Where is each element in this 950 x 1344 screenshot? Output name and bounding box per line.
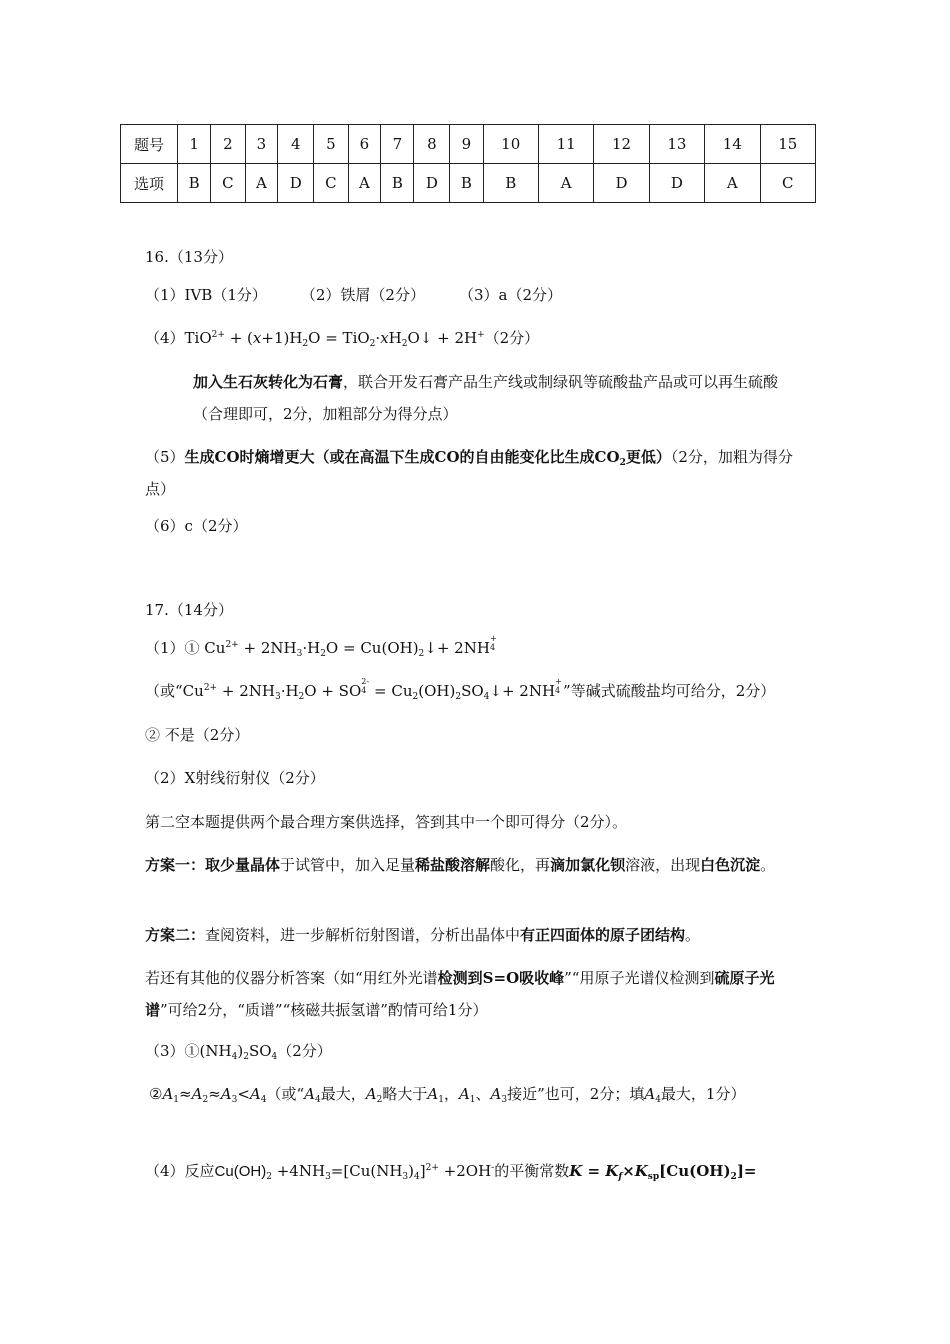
eq-sub: 4 — [489, 643, 496, 652]
eq-text: + ( — [224, 329, 253, 347]
eq-text: O + SO — [304, 682, 362, 700]
eq-sub: 4 — [555, 686, 561, 695]
q16-part1: （1）IVB（1分） — [145, 286, 267, 304]
eq-sub: 3 — [296, 649, 303, 659]
eq-text: · — [375, 329, 381, 347]
table-cell: D — [278, 164, 314, 203]
eq-sub: 4 — [414, 1172, 420, 1182]
eq-text: ) — [408, 1162, 415, 1180]
eq-text: H — [388, 329, 402, 347]
eq-text: (OH) — [233, 1163, 267, 1180]
table-cell: 8 — [414, 125, 450, 164]
explanation-text: 酸化，再 — [490, 856, 551, 874]
eq-text: ”等碱式硫酸盐均可给分，2分） — [563, 682, 776, 700]
eq-text: ↓+ 2NH — [424, 639, 490, 657]
bold-keypoint: 白色沉淀 — [700, 856, 761, 874]
explanation-text: ”可给2分，“质谱”“核磁共振氢谱”酌情可给1分） — [160, 1001, 488, 1019]
table-cell: A — [245, 164, 278, 203]
q16-part6: （6）c（2分） — [145, 517, 248, 535]
explanation-text: ”“用原子光谱仪检测到 — [564, 969, 715, 987]
explanation-text: ，联合开发石膏产品生产线或制绿矾等硫酸盐产品或可以再生硫酸（合理即可，2分，加粗部分为得分点） — [193, 373, 779, 423]
explanation-text: （2分，加粗为得分点） — [145, 448, 793, 498]
eq-sub: 4 — [260, 1095, 267, 1105]
eq-sub: 2 — [320, 649, 326, 659]
eq-text: < — [237, 1085, 250, 1103]
eq-text: ≈ — [179, 1085, 192, 1103]
eq-text: ≈ — [208, 1085, 221, 1103]
eq-sub: 2 — [298, 692, 305, 702]
table-cell: D — [594, 164, 649, 203]
table-cell: C — [211, 164, 245, 203]
eq-sub: 1 — [173, 1095, 180, 1105]
eq-text: +4NH — [271, 1162, 326, 1180]
eq-text: ] — [419, 1162, 426, 1180]
eq-sup: 2+ — [211, 330, 225, 340]
bold-keypoint: 方案二： — [145, 926, 206, 944]
eq-sub: 2 — [418, 649, 425, 659]
q17-plan-one — [145, 849, 805, 881]
eq-text: ， — [443, 1085, 459, 1103]
bold-keypoint: 加入生石灰转化为石膏 — [193, 373, 344, 391]
bold-keypoint: 有正四面体的原子团结构 — [520, 926, 686, 944]
table-cell: 9 — [450, 125, 483, 164]
table-cell: D — [414, 164, 450, 203]
eq-text: （4）TiO — [145, 329, 212, 347]
eq-sub: 2 — [401, 339, 408, 349]
eq-var: x — [380, 329, 389, 347]
eq-text: 的平衡常数 — [494, 1162, 570, 1180]
eq-text: （或“Cu — [145, 682, 204, 700]
eq-score: （2分） — [484, 329, 540, 347]
table-cell: B — [381, 164, 414, 203]
eq-var: K = K — [569, 1162, 619, 1180]
eq-text: ) — [237, 1042, 244, 1060]
q17-part3-sub1 — [145, 1040, 332, 1062]
eq-text: =[Cu(NH — [330, 1162, 403, 1180]
eq-var: ×K — [622, 1162, 648, 1180]
eq-sup: + — [477, 330, 485, 340]
eq-text: 最大，1分） — [660, 1085, 746, 1103]
table-header-number: 题号 — [121, 125, 178, 164]
eq-text: （2分） — [277, 1042, 332, 1060]
eq-sub: 2 — [412, 692, 419, 702]
eq-sub: f — [618, 1172, 623, 1182]
eq-sup: 2+ — [225, 640, 239, 650]
q17-title: 17.（14分） — [145, 601, 233, 619]
table-cell: 3 — [245, 125, 278, 164]
eq-text: +1)H — [261, 329, 303, 347]
eq-text: ]= — [736, 1162, 757, 1180]
explanation-text: 。 — [685, 926, 701, 944]
q17-part2-note: 第二空本题提供两个最合理方案供选择，答到其中一个即可得分（2分）。 — [145, 813, 628, 831]
eq-sub: 2 — [202, 1095, 209, 1105]
answer-table — [120, 124, 816, 203]
bold-keypoint: 检测到S=O吸收峰 — [437, 969, 565, 987]
eq-sub: 4 — [231, 1052, 238, 1062]
eq-sup: 2+ — [425, 1163, 439, 1173]
eq-text: SO — [248, 1042, 272, 1060]
eq-sub: 2 — [730, 1172, 737, 1182]
eq-text: ·H — [280, 682, 299, 700]
q17-part2: （2）X射线衍射仪（2分） — [145, 769, 325, 787]
eq-text: = Cu — [369, 682, 413, 700]
eq-text: O = TiO — [308, 329, 370, 347]
eq-text: （3）①(NH — [145, 1042, 232, 1060]
table-cell: 2 — [211, 125, 245, 164]
table-cell: 12 — [594, 125, 649, 164]
eq-text: +2OH — [438, 1162, 492, 1180]
eq-text: 、 — [475, 1085, 491, 1103]
eq-var: A — [644, 1085, 656, 1103]
eq-var: A — [249, 1085, 261, 1103]
q17-part3-sub2 — [145, 1078, 805, 1110]
table-row-numbers — [121, 125, 816, 164]
explanation-text: 溶液，出现 — [625, 856, 701, 874]
q17-part1-equation — [145, 634, 498, 659]
eq-sub: 3 — [231, 1095, 238, 1105]
eq-sub: 3 — [501, 1095, 508, 1105]
eq-sub: 3 — [274, 692, 281, 702]
q16-part2: （2）铁屑（2分） — [300, 286, 425, 304]
table-cell: 6 — [348, 125, 381, 164]
eq-stack — [555, 677, 563, 695]
table-cell: 11 — [538, 125, 593, 164]
eq-var: A — [162, 1085, 174, 1103]
q16-part4-explanation — [145, 366, 805, 430]
table-row-choices — [121, 164, 816, 203]
explanation-text: 。 — [760, 856, 776, 874]
table-cell: A — [538, 164, 593, 203]
table-cell: D — [649, 164, 704, 203]
q17-part1-alt-equation — [145, 677, 776, 702]
table-cell: C — [314, 164, 348, 203]
q17-part1-sub2: ② 不是（2分） — [145, 726, 250, 744]
table-cell: 4 — [278, 125, 314, 164]
eq-text: + 2NH — [217, 682, 275, 700]
eq-stack — [489, 634, 498, 652]
explanation-text: 若还有其他的仪器分析答案（如“用红外光谱 — [145, 969, 438, 987]
eq-sup: + — [489, 634, 497, 643]
eq-sub: 2 — [455, 692, 462, 702]
part-label: （5） — [145, 448, 185, 466]
eq-sub: 2 — [619, 458, 626, 468]
q16-part1-3 — [145, 284, 562, 306]
explanation-text: 查阅资料，进一步解析衍射图谱，分析出晶体中 — [205, 926, 521, 944]
eq-var: A — [458, 1085, 470, 1103]
eq-text: ↓+ 2NH — [489, 682, 556, 700]
eq-text: + 2NH — [238, 639, 297, 657]
table-cell: A — [348, 164, 381, 203]
q17-other-methods — [145, 962, 805, 1026]
eq-sup: 2+ — [203, 683, 218, 693]
eq-sub: 4 — [483, 692, 490, 702]
eq-var: A — [220, 1085, 232, 1103]
eq-sub: 4 — [361, 686, 367, 695]
table-cell: 10 — [483, 125, 538, 164]
eq-sub: 1 — [469, 1095, 476, 1105]
bold-keypoint: 滴加氯化钡 — [550, 856, 626, 874]
bold-keypoint: 稀盐酸溶解 — [415, 856, 491, 874]
q16-part3: （3）a（2分） — [458, 286, 562, 304]
eq-sub: 4 — [271, 1052, 278, 1062]
eq-var: A — [304, 1085, 316, 1103]
bold-keypoint: 更低） — [625, 448, 671, 466]
table-header-choice: 选项 — [121, 164, 178, 203]
explanation-text: 于试管中，加入足量 — [280, 856, 416, 874]
eq-var: x — [252, 329, 262, 347]
table-cell: 14 — [705, 125, 760, 164]
eq-text: ·H — [302, 639, 321, 657]
eq-sup: + — [555, 677, 562, 686]
bold-keypoint: 方案一：取少量晶体 — [145, 856, 281, 874]
eq-sub: 4 — [655, 1095, 661, 1105]
eq-stack — [361, 677, 370, 695]
table-cell: C — [760, 164, 815, 203]
eq-text: O↓ + 2H — [407, 329, 478, 347]
table-cell: B — [450, 164, 483, 203]
q16-title: 16.（13分） — [145, 248, 233, 266]
table-cell: 1 — [178, 125, 211, 164]
eq-sub: 4 — [315, 1095, 321, 1105]
eq-text: （1）① Cu — [145, 639, 226, 657]
q17-part4-equation — [145, 1160, 756, 1183]
eq-sup: 2- — [361, 677, 370, 686]
eq-text: ② — [149, 1085, 163, 1103]
q17-plan-two — [145, 924, 700, 946]
eq-text: 最大， — [320, 1085, 366, 1103]
eq-text: Cu — [214, 1163, 234, 1180]
table-cell: 15 — [760, 125, 815, 164]
table-cell: 5 — [314, 125, 348, 164]
eq-text: [Cu(OH) — [659, 1162, 731, 1180]
eq-sub: 3 — [402, 1172, 409, 1182]
eq-sub: 2 — [243, 1052, 249, 1062]
eq-sub: 1 — [438, 1095, 444, 1105]
eq-text: （4）反应 — [145, 1162, 215, 1180]
eq-text: 接近”也可，2分；填 — [507, 1085, 645, 1103]
eq-sub: 3 — [325, 1172, 331, 1182]
eq-sub: 2 — [369, 339, 376, 349]
eq-var: A — [427, 1085, 439, 1103]
bold-keypoint: 生成CO时熵增更大（或在高温下生成CO的自由能变化比生成CO — [184, 448, 620, 466]
eq-var: A — [490, 1085, 502, 1103]
eq-text: (OH) — [418, 682, 456, 700]
q16-part4-equation — [145, 327, 539, 349]
bold-keypoint: 硫原子光谱 — [145, 969, 775, 1019]
table-cell: 7 — [381, 125, 414, 164]
eq-sub: 2 — [302, 339, 309, 349]
table-cell: A — [705, 164, 760, 203]
eq-var: A — [191, 1085, 203, 1103]
eq-sup: - — [491, 1163, 495, 1173]
q16-part5 — [145, 441, 805, 505]
eq-text: SO — [461, 682, 484, 700]
eq-text: （或“ — [266, 1085, 305, 1103]
eq-text: 略大于 — [382, 1085, 428, 1103]
eq-sub: 2 — [266, 1172, 272, 1182]
eq-text: O = Cu(OH) — [325, 639, 419, 657]
table-cell: B — [483, 164, 538, 203]
eq-sub: 2 — [376, 1095, 383, 1105]
eq-sub: sp — [647, 1172, 660, 1182]
eq-var: A — [365, 1085, 377, 1103]
table-cell: 13 — [649, 125, 704, 164]
table-cell: B — [178, 164, 211, 203]
